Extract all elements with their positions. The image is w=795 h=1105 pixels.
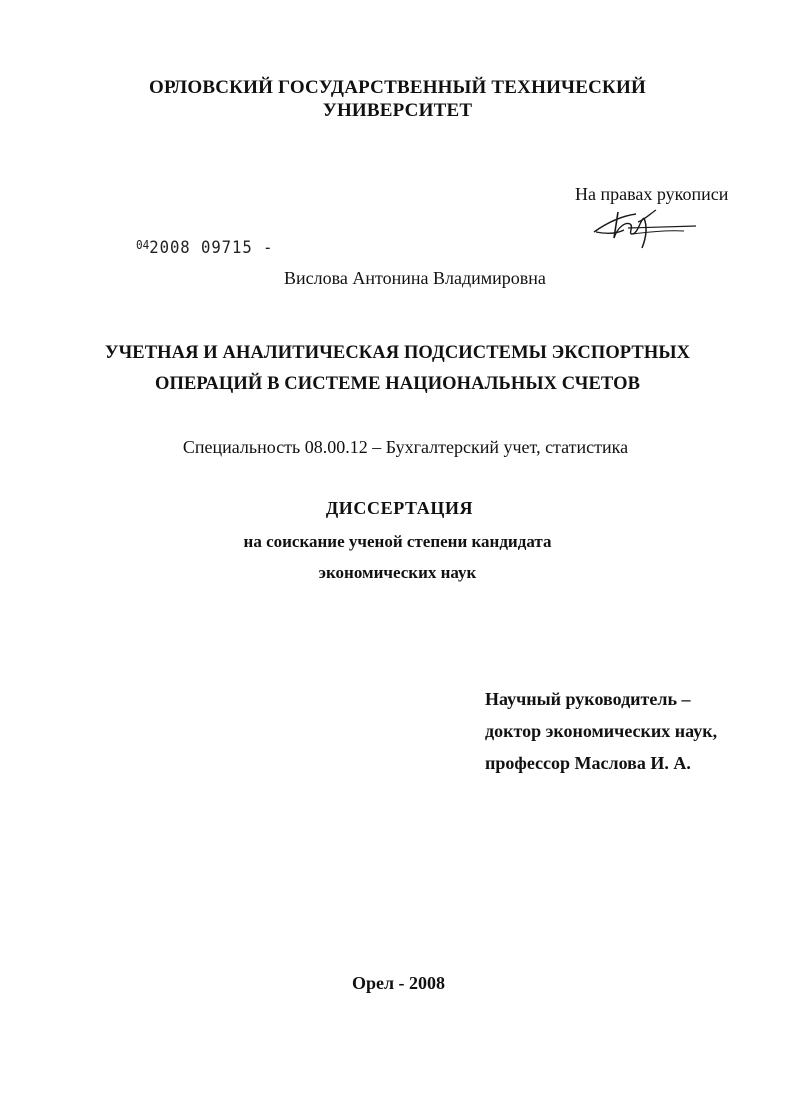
advisor-line2: доктор экономических наук,: [485, 721, 718, 741]
city-year: Орел - 2008: [351, 973, 446, 993]
author-name: Вислова Антонина Владимировна: [284, 268, 546, 288]
manuscript-rights-note: На правах рукописи: [575, 184, 729, 204]
university-name-line1: ОРЛОВСКИЙ ГОСУДАРСТВЕННЫЙ ТЕХНИЧЕСКИЙ: [149, 77, 646, 98]
specialty-line: Специальность 08.00.12 – Бухгалтерский учет, статистика: [182, 437, 629, 457]
thesis-title-line1: УЧЕТНАЯ И АНАЛИТИЧЕСКАЯ ПОДСИСТЕМЫ ЭКСПОРТНЫХ: [104, 343, 691, 363]
degree-line2: экономических наук: [318, 563, 477, 582]
university-name-line2: УНИВЕРСИТЕТ: [322, 100, 473, 121]
dissertation-label: ДИССЕРТАЦИЯ: [325, 498, 474, 518]
archive-stamp-number: [136, 238, 273, 258]
advisor-line1: Научный руководитель –: [485, 689, 691, 709]
advisor-line3: профессор Маслова И. А.: [485, 753, 691, 773]
archive-stamp-code: 2008 09715: [149, 238, 253, 258]
degree-line1: на соискание ученой степени кандидата: [243, 532, 552, 551]
archive-stamp-mark: -: [252, 238, 274, 258]
archive-stamp-prefix: 04: [136, 238, 150, 252]
thesis-title-line2: ОПЕРАЦИЙ В СИСТЕМЕ НАЦИОНАЛЬНЫХ СЧЕТОВ: [154, 374, 641, 394]
handwritten-signature: [588, 204, 698, 252]
